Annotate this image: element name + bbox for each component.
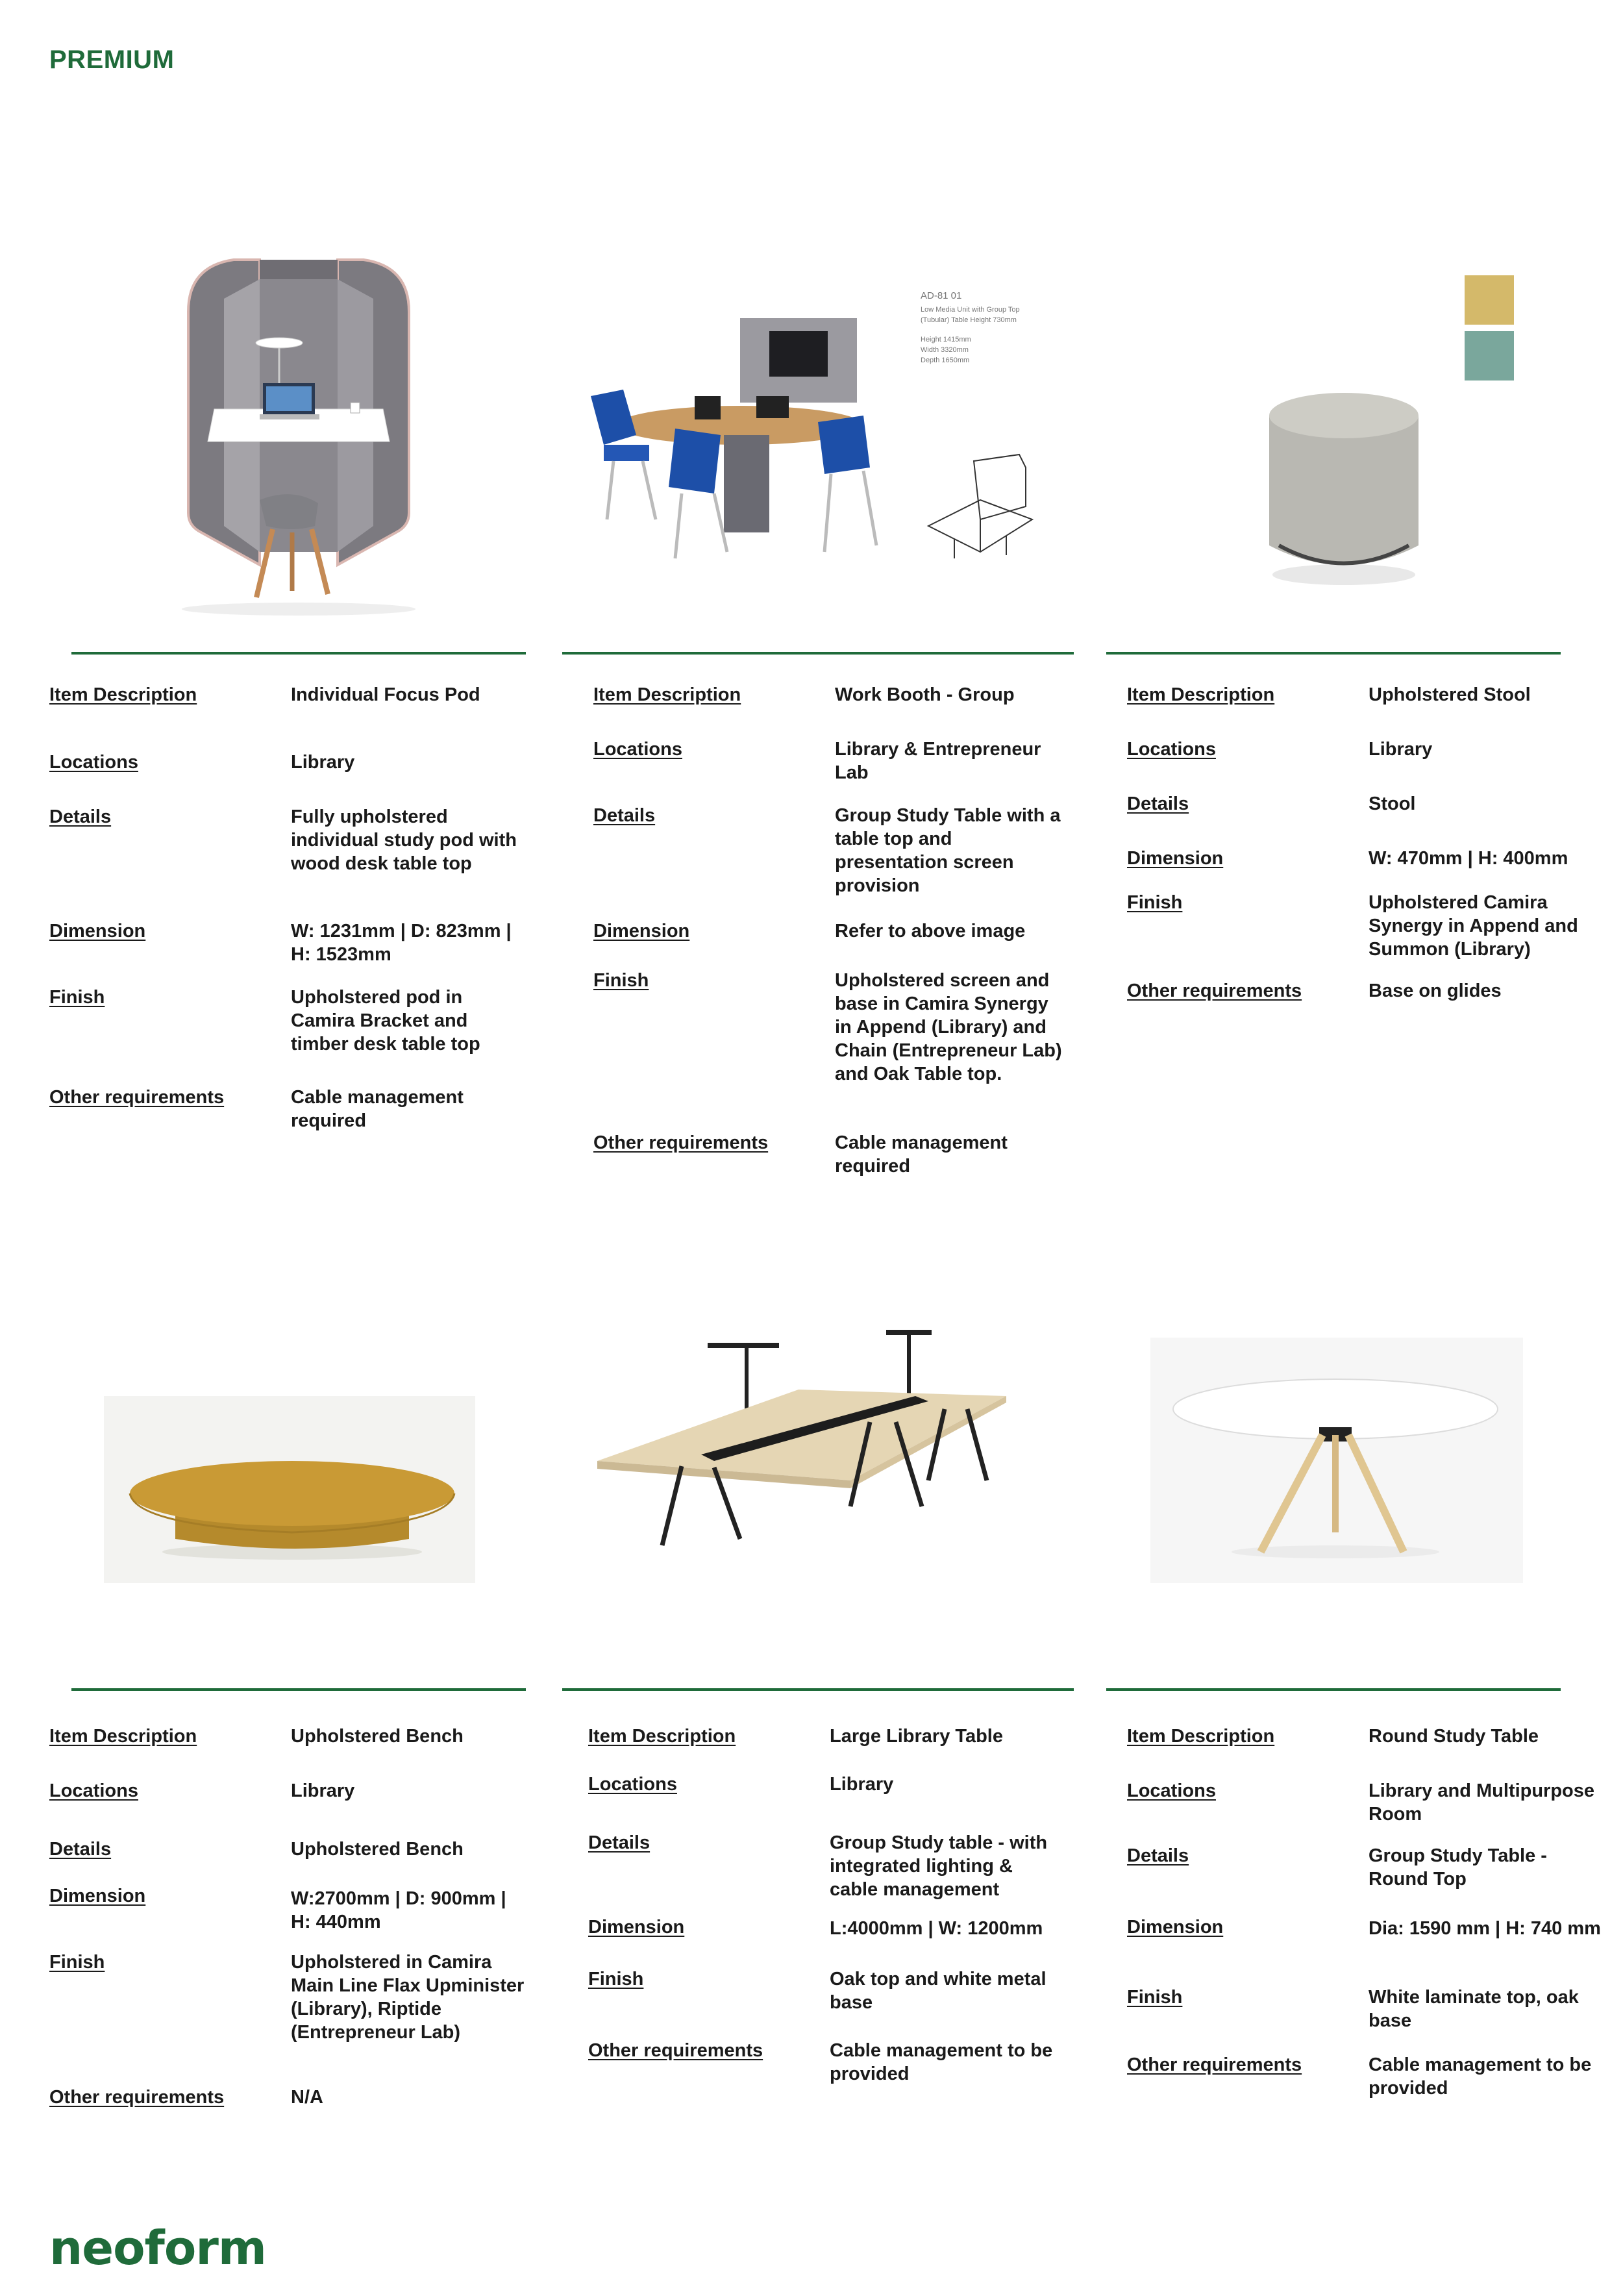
label-locations: Locations xyxy=(1127,739,1216,760)
label-finish: Finish xyxy=(588,1969,644,1990)
focus-pod-image xyxy=(162,253,435,617)
spec-block-work-booth xyxy=(593,683,1087,1190)
label-details: Details xyxy=(1127,1845,1189,1866)
label-dimension: Dimension xyxy=(49,1886,146,1906)
library-table-image xyxy=(591,1325,1006,1565)
value-item-description: Work Booth - Group xyxy=(835,684,1015,705)
value-finish: Upholstered screen and base in Camira Synergy in Append (Library) and Chain (Entrepreneur Lab) and Oak Table top. xyxy=(835,970,1062,1084)
value-details: Group Study table - with integrated lighting & cable management xyxy=(830,1832,1048,1900)
media-unit-depth: Depth 1650mm xyxy=(921,356,970,364)
value-finish: Upholstered pod in Camira Bracket and timber desk table top xyxy=(291,987,480,1054)
divider xyxy=(562,1688,1074,1691)
value-finish: Upholstered Camira Synergy in Append and Summon (Library) xyxy=(1369,892,1578,960)
spec-block-round-table xyxy=(1127,1725,1607,2114)
label-details: Details xyxy=(1127,793,1189,814)
stool-image xyxy=(1240,351,1454,597)
value-item-description: Upholstered Stool xyxy=(1369,684,1531,705)
value-dimension: W: 1231mm | D: 823mm | H: 1523mm xyxy=(291,921,512,965)
label-other-requirements: Other requirements xyxy=(593,1132,769,1153)
value-locations: Library xyxy=(291,1780,355,1801)
value-item-description: Individual Focus Pod xyxy=(291,684,480,705)
label-other-requirements: Other requirements xyxy=(49,2087,225,2108)
spec-block-bench xyxy=(49,1725,543,2127)
label-locations: Locations xyxy=(49,752,138,773)
label-locations: Locations xyxy=(1127,1780,1216,1801)
value-item-description: Upholstered Bench xyxy=(291,1726,464,1747)
label-item-description: Item Description xyxy=(593,684,741,705)
label-other-requirements: Other requirements xyxy=(1127,980,1302,1001)
spec-block-library-table xyxy=(588,1725,1082,2088)
label-finish: Finish xyxy=(593,970,649,991)
swatch-teal xyxy=(1465,331,1514,381)
value-locations: Library xyxy=(291,752,355,773)
value-other-requirements: Cable management required xyxy=(291,1087,464,1131)
work-booth-line-drawing xyxy=(915,448,1039,565)
media-unit-line2: (Tubular) Table Height 730mm xyxy=(921,316,1017,324)
value-details: Upholstered Bench xyxy=(291,1839,464,1860)
divider xyxy=(71,1688,526,1691)
label-details: Details xyxy=(588,1832,650,1853)
label-details: Details xyxy=(593,805,656,826)
media-unit-height: Height 1415mm xyxy=(921,336,971,343)
value-locations: Library xyxy=(830,1774,894,1795)
spec-block-stool xyxy=(1127,683,1607,1073)
value-dimension: W:2700mm | D: 900mm | H: 440mm xyxy=(291,1888,506,1932)
value-other-requirements: Base on glides xyxy=(1369,980,1502,1001)
value-details: Fully upholstered individual study pod with wood desk table top xyxy=(291,806,517,874)
value-locations: Library and Multipurpose Room xyxy=(1369,1780,1595,1825)
value-details: Group Study Table - Round Top xyxy=(1369,1845,1547,1890)
label-item-description: Item Description xyxy=(1127,1726,1275,1747)
divider xyxy=(562,652,1074,655)
media-unit-line1: Low Media Unit with Group Top xyxy=(921,306,1020,314)
label-dimension: Dimension xyxy=(588,1917,685,1938)
round-table-image xyxy=(1150,1338,1523,1583)
page-title: PREMIUM xyxy=(49,45,175,74)
value-details: Group Study Table with a table top and presentation screen provision xyxy=(835,805,1061,896)
label-dimension: Dimension xyxy=(1127,1917,1224,1938)
neoform-logo: neoform xyxy=(49,2221,266,2275)
label-locations: Locations xyxy=(588,1774,677,1795)
value-other-requirements: Cable management required xyxy=(835,1132,1008,1177)
label-finish: Finish xyxy=(1127,1987,1183,2008)
divider xyxy=(71,652,526,655)
label-dimension: Dimension xyxy=(1127,848,1224,869)
value-finish: Upholstered in Camira Main Line Flax Upminister (Library), Riptide (Entrepreneur Lab) xyxy=(291,1952,525,2043)
spec-block-focus-pod xyxy=(49,683,543,1138)
label-other-requirements: Other requirements xyxy=(49,1087,225,1108)
label-locations: Locations xyxy=(593,739,682,760)
label-other-requirements: Other requirements xyxy=(1127,2054,1302,2075)
bench-image xyxy=(104,1396,475,1583)
divider xyxy=(1106,652,1561,655)
media-unit-spec-label xyxy=(921,290,1063,387)
media-unit-code: AD-81 01 xyxy=(921,290,962,301)
value-other-requirements: Cable management to be provided xyxy=(830,2040,1053,2084)
value-item-description: Round Study Table xyxy=(1369,1726,1539,1747)
value-locations: Library & Entrepreneur Lab xyxy=(835,739,1041,783)
divider xyxy=(1106,1688,1561,1691)
label-item-description: Item Description xyxy=(1127,684,1275,705)
label-dimension: Dimension xyxy=(49,921,146,942)
value-other-requirements: Cable management to be provided xyxy=(1369,2054,1592,2099)
value-details: Stool xyxy=(1369,793,1416,814)
value-finish: White laminate top, oak base xyxy=(1369,1987,1579,2031)
value-finish: Oak top and white metal base xyxy=(830,1969,1047,2013)
value-dimension: W: 470mm | H: 400mm xyxy=(1369,848,1568,869)
value-item-description: Large Library Table xyxy=(830,1726,1003,1747)
label-item-description: Item Description xyxy=(49,1726,197,1747)
label-other-requirements: Other requirements xyxy=(588,2040,763,2061)
label-details: Details xyxy=(49,1839,112,1860)
label-finish: Finish xyxy=(49,1952,105,1973)
label-finish: Finish xyxy=(49,987,105,1008)
label-locations: Locations xyxy=(49,1780,138,1801)
swatch-yellow xyxy=(1465,275,1514,325)
value-other-requirements: N/A xyxy=(291,2087,323,2108)
label-dimension: Dimension xyxy=(593,921,690,942)
work-booth-image xyxy=(578,305,896,578)
label-details: Details xyxy=(49,806,112,827)
label-item-description: Item Description xyxy=(588,1726,736,1747)
media-unit-width: Width 3320mm xyxy=(921,346,969,354)
value-dimension: L:4000mm | W: 1200mm xyxy=(830,1918,1043,1939)
label-finish: Finish xyxy=(1127,892,1183,913)
value-dimension: Refer to above image xyxy=(835,921,1026,942)
value-locations: Library xyxy=(1369,739,1433,760)
value-dimension: Dia: 1590 mm | H: 740 mm xyxy=(1369,1918,1601,1939)
label-item-description: Item Description xyxy=(49,684,197,705)
